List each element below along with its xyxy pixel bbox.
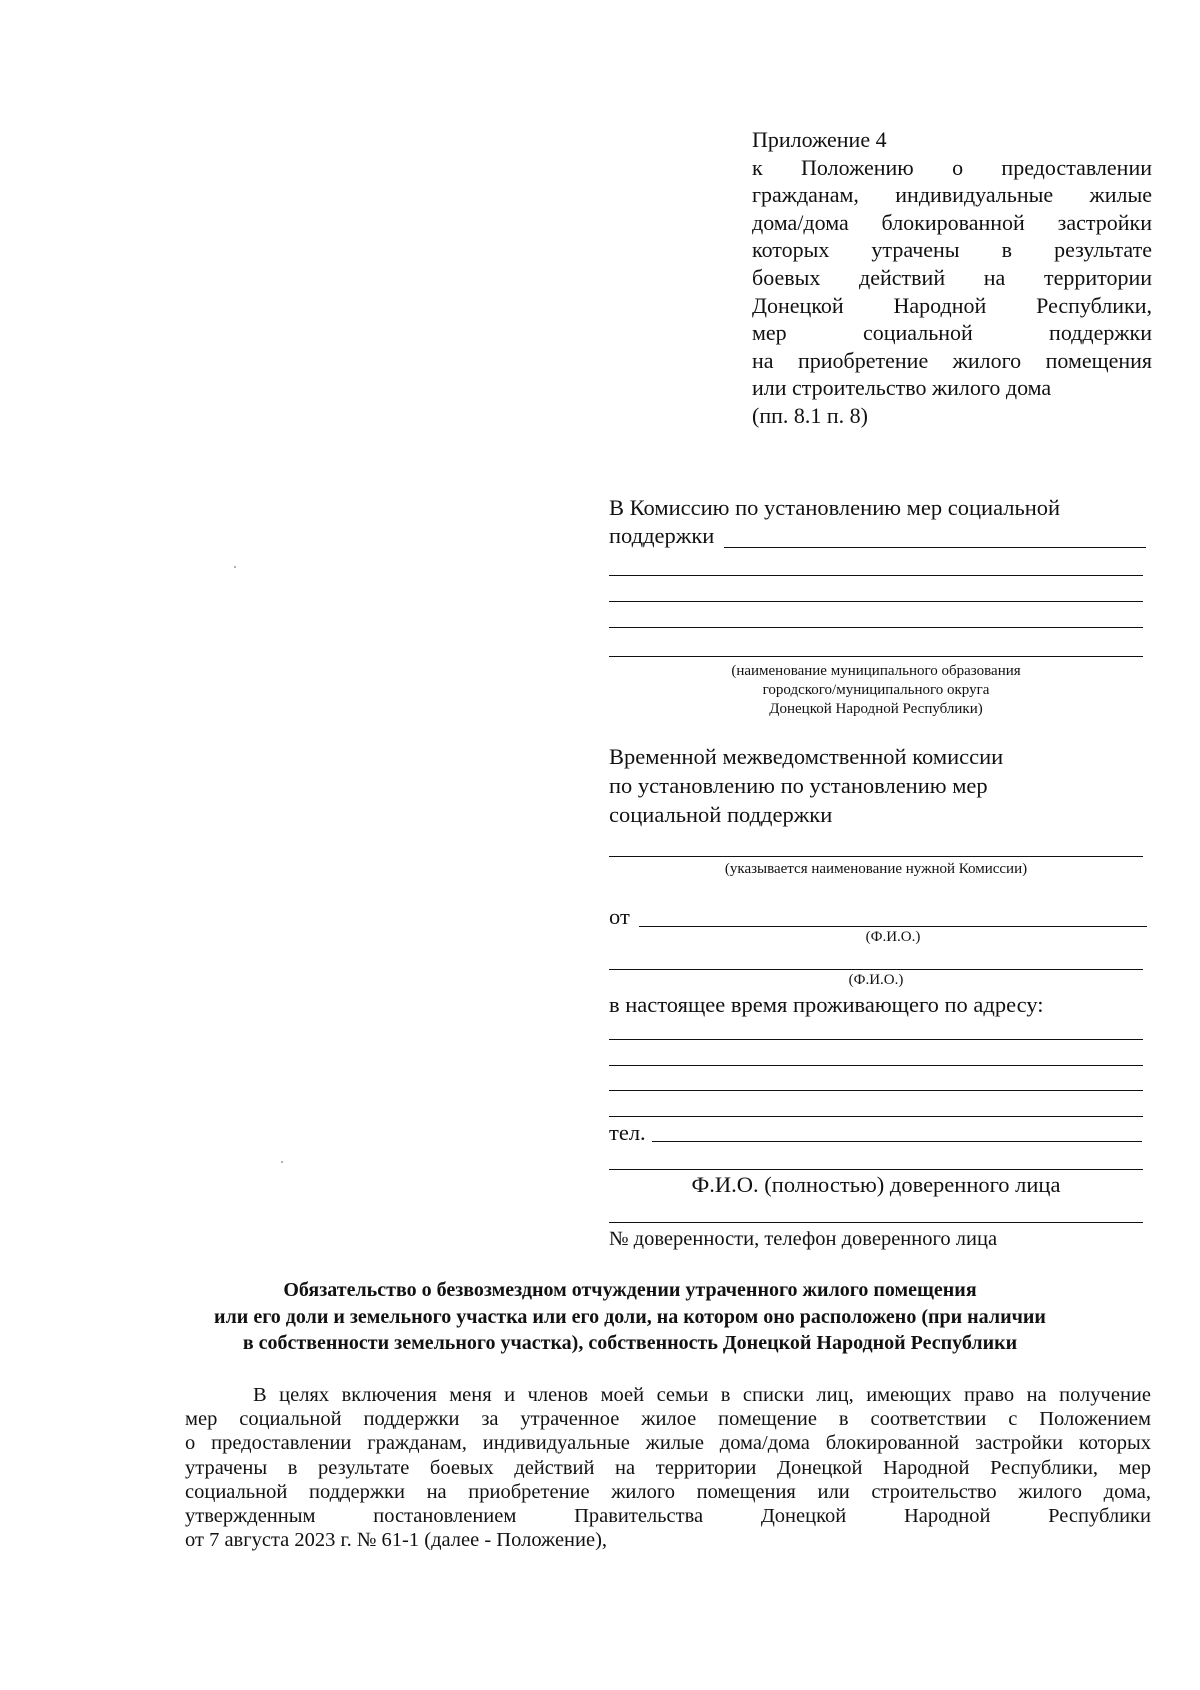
body-line: о предоставлении гражданам, индивидуальные жилые дома/дома блокированной застройки которых bbox=[185, 1432, 1151, 1455]
address-label: в настоящее время проживающего по адресу: bbox=[609, 992, 1044, 1017]
temp-commission bbox=[609, 742, 1003, 829]
body-line: социальной поддержки на приобретение жилого помещения или строительство жилого дома, bbox=[185, 1480, 1151, 1503]
applicant-fio-field[interactable] bbox=[639, 926, 1147, 927]
proxy-details-field[interactable] bbox=[609, 1222, 1143, 1223]
commission-name-field-3[interactable] bbox=[609, 601, 1143, 602]
fio-caption: (Ф.И.О.) bbox=[865, 929, 921, 945]
phone-label: тел. bbox=[609, 1120, 646, 1145]
document-title bbox=[150, 1277, 1110, 1357]
temp-commission-line: Временной межведомственной комиссии bbox=[609, 744, 1004, 769]
scan-speck bbox=[281, 1161, 283, 1163]
appendix-line: мер социальной поддержки bbox=[752, 320, 1152, 346]
commission-name-field-2[interactable] bbox=[609, 575, 1143, 576]
appendix-number: Приложение 4 bbox=[752, 127, 887, 152]
appendix-line: которых утрачены в результате bbox=[752, 237, 1152, 263]
appendix-line: Донецкой Народной Республики, bbox=[752, 292, 1152, 318]
phone-field[interactable] bbox=[652, 1141, 1142, 1142]
commission-name-field-4[interactable] bbox=[609, 627, 1143, 628]
address-field-4[interactable] bbox=[609, 1116, 1143, 1117]
scan-speck bbox=[234, 566, 236, 568]
proxy-details-label: № доверенности, телефон доверенного лица bbox=[609, 1228, 998, 1250]
body-line: утвержденным постановлением Правительства Донецкой Народной Республики bbox=[185, 1505, 1151, 1528]
address-field-1[interactable] bbox=[609, 1039, 1143, 1040]
body-line: В целях включения меня и членов моей семьи в списки лиц, имеющих право на получение bbox=[253, 1384, 1151, 1406]
appendix-line: гражданам, индивидуальные жилые bbox=[752, 182, 1152, 208]
from-label: от bbox=[609, 904, 630, 929]
appendix-line: или строительство жилого дома bbox=[752, 375, 1052, 401]
commission-line-2: поддержки bbox=[609, 523, 715, 548]
address-field-2[interactable] bbox=[609, 1065, 1143, 1066]
appendix-line: на приобретение жилого помещения bbox=[752, 347, 1152, 373]
caption-line: Донецкой Народной Республики) bbox=[769, 701, 983, 717]
body-line: утрачены в результате боевых действий на территории Донецкой Народной Республики, мер bbox=[185, 1456, 1151, 1479]
commission-line-1: В Комиссию по установлению мер социальной bbox=[609, 495, 1061, 520]
caption-line: городского/муниципального округа bbox=[762, 682, 990, 698]
municipality-caption bbox=[609, 662, 1143, 719]
commission-name-field[interactable] bbox=[724, 547, 1146, 548]
appendix-line: боевых действий на территории bbox=[752, 264, 1152, 290]
temp-commission-line: по установлению по установлению мер bbox=[609, 773, 988, 798]
title-line: или его доли и земельного участка или его доли, на котором оно расположено (при наличии bbox=[214, 1305, 1046, 1328]
title-line: Обязательство о безвозмездном отчуждении утраченного жилого помещения bbox=[283, 1279, 977, 1301]
body-line: мер социальной поддержки за утраченное жилое помещение в соответствии с Положением bbox=[185, 1408, 1151, 1431]
commission-select-field[interactable] bbox=[609, 856, 1143, 857]
appendix-line: (пп. 8.1 п. 8) bbox=[752, 402, 868, 428]
commission-name-field-5[interactable] bbox=[609, 656, 1143, 657]
fio-caption-2: (Ф.И.О.) bbox=[848, 972, 904, 988]
appendix-header bbox=[752, 126, 1152, 430]
body-paragraph bbox=[185, 1383, 1151, 1552]
address-field-3[interactable] bbox=[609, 1090, 1143, 1091]
temp-commission-line: социальной поддержки bbox=[609, 802, 833, 827]
commission-caption: (указывается наименование нужной Комиссии) bbox=[724, 861, 1028, 877]
caption-line: (наименование муниципального образования bbox=[731, 663, 1021, 679]
applicant-fio-field-2[interactable] bbox=[609, 969, 1143, 970]
appendix-line: дома/дома блокированной застройки bbox=[752, 209, 1152, 235]
body-line: от 7 августа 2023 г. № 61-1 (далее - Положение), bbox=[185, 1529, 608, 1552]
title-line: в собственности земельного участка), собственность Донецкой Народной Республики bbox=[242, 1332, 1018, 1354]
proxy-fio-label: Ф.И.О. (полностью) доверенного лица bbox=[691, 1172, 1061, 1197]
appendix-line: к Положению о предоставлении bbox=[752, 154, 1152, 180]
